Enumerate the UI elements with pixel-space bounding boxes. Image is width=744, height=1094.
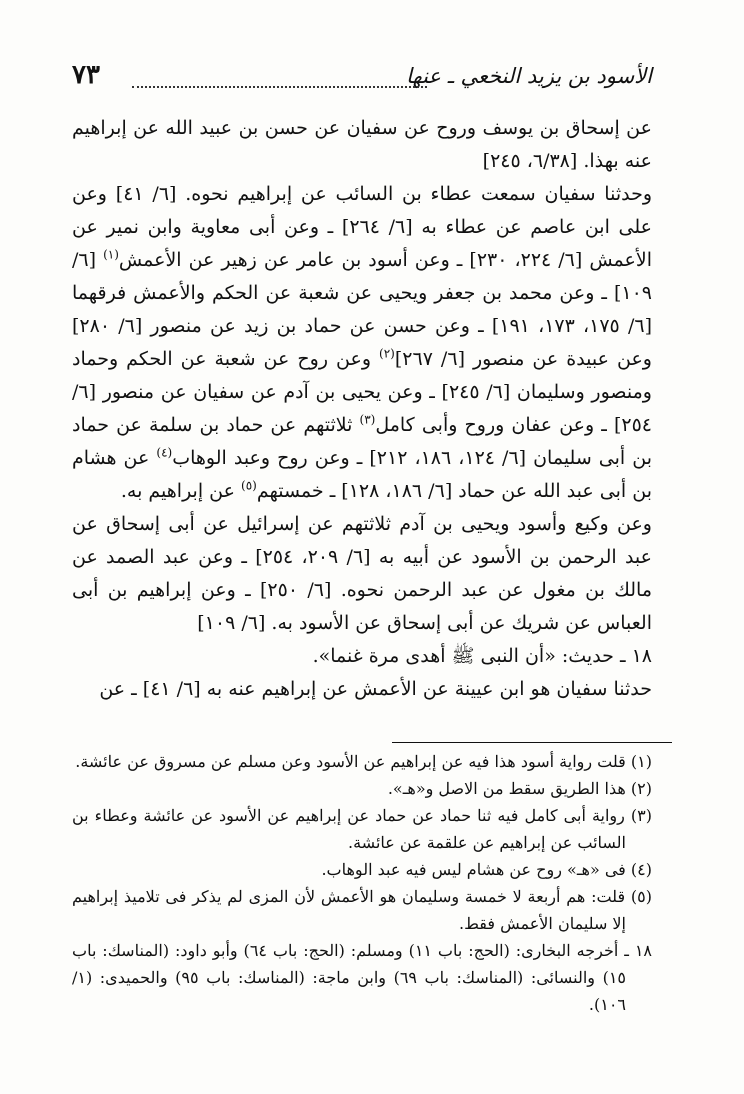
note-ref: (٢) <box>379 346 395 361</box>
header-dotted-leader <box>132 86 427 88</box>
footnote: ١٨ ـ أخرجه البخارى: (الحج: باب ١١) ومسلم: (الحج: باب ٦٤) وأبو داود: (المناسك: باب ١٥) والنسائى: (المناسك: باب ٦٩) وابن ماجة: (المناسك: باب ٩٥) والحميدى: (١/ ١٠٦). <box>72 941 653 1014</box>
footnote-separator <box>392 742 672 743</box>
text-run: عن هشام بن أبى عبد الله عن حماد [٦/ ١٨٦، ١٢٨] ـ خمستهم <box>72 447 652 502</box>
text-run: وحدثنا سفيان سمعت عطاء بن السائب عن إبراهيم نحوه. [٦/ ٤١] وعن على ابن عاصم عن عطاء به [٦/ ٢٦٤] ـ وعن أبى معاوية وابن نمير عن الأعمش [٦/ ٢٢٤، ٢٣٠] ـ وعن أسود بن عامر عن زهير عن الأعمش <box>72 183 653 271</box>
note-ref: (٣) <box>359 412 376 427</box>
note-ref: (٤) <box>156 445 173 460</box>
text-run: [٦/ ١٠٩] ـ وعن محمد بن جعفر ويحيى عن شعبة عن الحكم والأعمش فرقهما [٦/ ١٧٥، ١٧٣، ١٩١] ـ وعن حسن عن حماد بن زيد عن منصور [٦/ ٢٨٠] وعن عبيدة عن منصور [٦/ ٢٦٧] <box>72 249 652 370</box>
main-text <box>72 112 652 706</box>
text-run: عن إبراهيم به. <box>120 480 235 502</box>
hadith-heading: ١٨ ـ حديث: «أن النبى ﷺ أهدى مرة غنما». <box>312 645 652 667</box>
text-run: ثلاثتهم عن حماد بن سلمة عن حماد بن أبى سليمان [٦/ ١٢٤، ١٨٦، ٢١٢] ـ وعن روح وعبد الوهاب <box>72 414 652 469</box>
footnote: (٥) قلت: هم أربعة لا خمسة وسليمان هو الأعمش لأن المزى لم يذكر فى تلاميذ إبراهيم إلا سليمان الأعمش فقط. <box>72 887 652 933</box>
page-number: ٧٣ <box>72 60 100 90</box>
footnotes <box>72 748 652 1018</box>
note-ref: (٥) <box>241 478 257 493</box>
footnote: (٣) رواية أبى كامل فيه ثنا حماد عن حماد عن إبراهيم عن الأسود عن عائشة وعطاء بن السائب عن إبراهيم عن علقمة عن عائشة. <box>72 806 652 852</box>
paragraph: حدثنا سفيان هو ابن عيينة عن الأعمش عن إبراهيم عنه به [٦/ ٤١] ـ عن <box>99 678 652 700</box>
text-run: وعن روح عن شعبة عن الحكم وحماد ومنصور وسليمان [٦/ ٢٤٥] ـ وعن يحيى بن آدم عن سفيان عن منصور [٦/ ٢٥٤] ـ وعن عفان وروح وأبى كامل <box>72 348 653 436</box>
footnote: (٢) هذا الطريق سقط من الاصل و«هـ». <box>387 779 652 798</box>
paragraph: وعن وكيع وأسود ويحيى بن آدم ثلاثتهم عن إسرائيل عن أبى إسحاق عن عبد الرحمن بن الأسود عن أبيه به [٦/ ٢٠٩، ٢٥٤] ـ وعن عبد الصمد عن مالك بن مغول عن عبد الرحمن نحوه. [٦/ ٢٥٠] ـ وعن إبراهيم بن أبى العباس عن شريك عن أبى إسحاق عن الأسود به. [٦/ ١٠٩] <box>72 513 653 634</box>
footnote: (١) قلت رواية أسود هذا فيه عن إبراهيم عن الأسود وعن مسلم عن مسروق عن عائشة. <box>75 752 652 771</box>
paragraph: عن إسحاق بن يوسف وروح عن سفيان عن حسن بن عبيد الله عن إبراهيم عنه بهذا. [٦/٣٨، ٢٤٥] <box>72 117 652 172</box>
note-ref: (١) <box>103 247 119 262</box>
page-header <box>72 52 652 100</box>
footnote: (٤) فى «هـ» روح عن هشام ليس فيه عبد الوهاب. <box>321 860 652 879</box>
running-title: الأسود بن يزيد النخعي ـ عنها <box>406 64 652 88</box>
paragraph <box>72 178 652 508</box>
